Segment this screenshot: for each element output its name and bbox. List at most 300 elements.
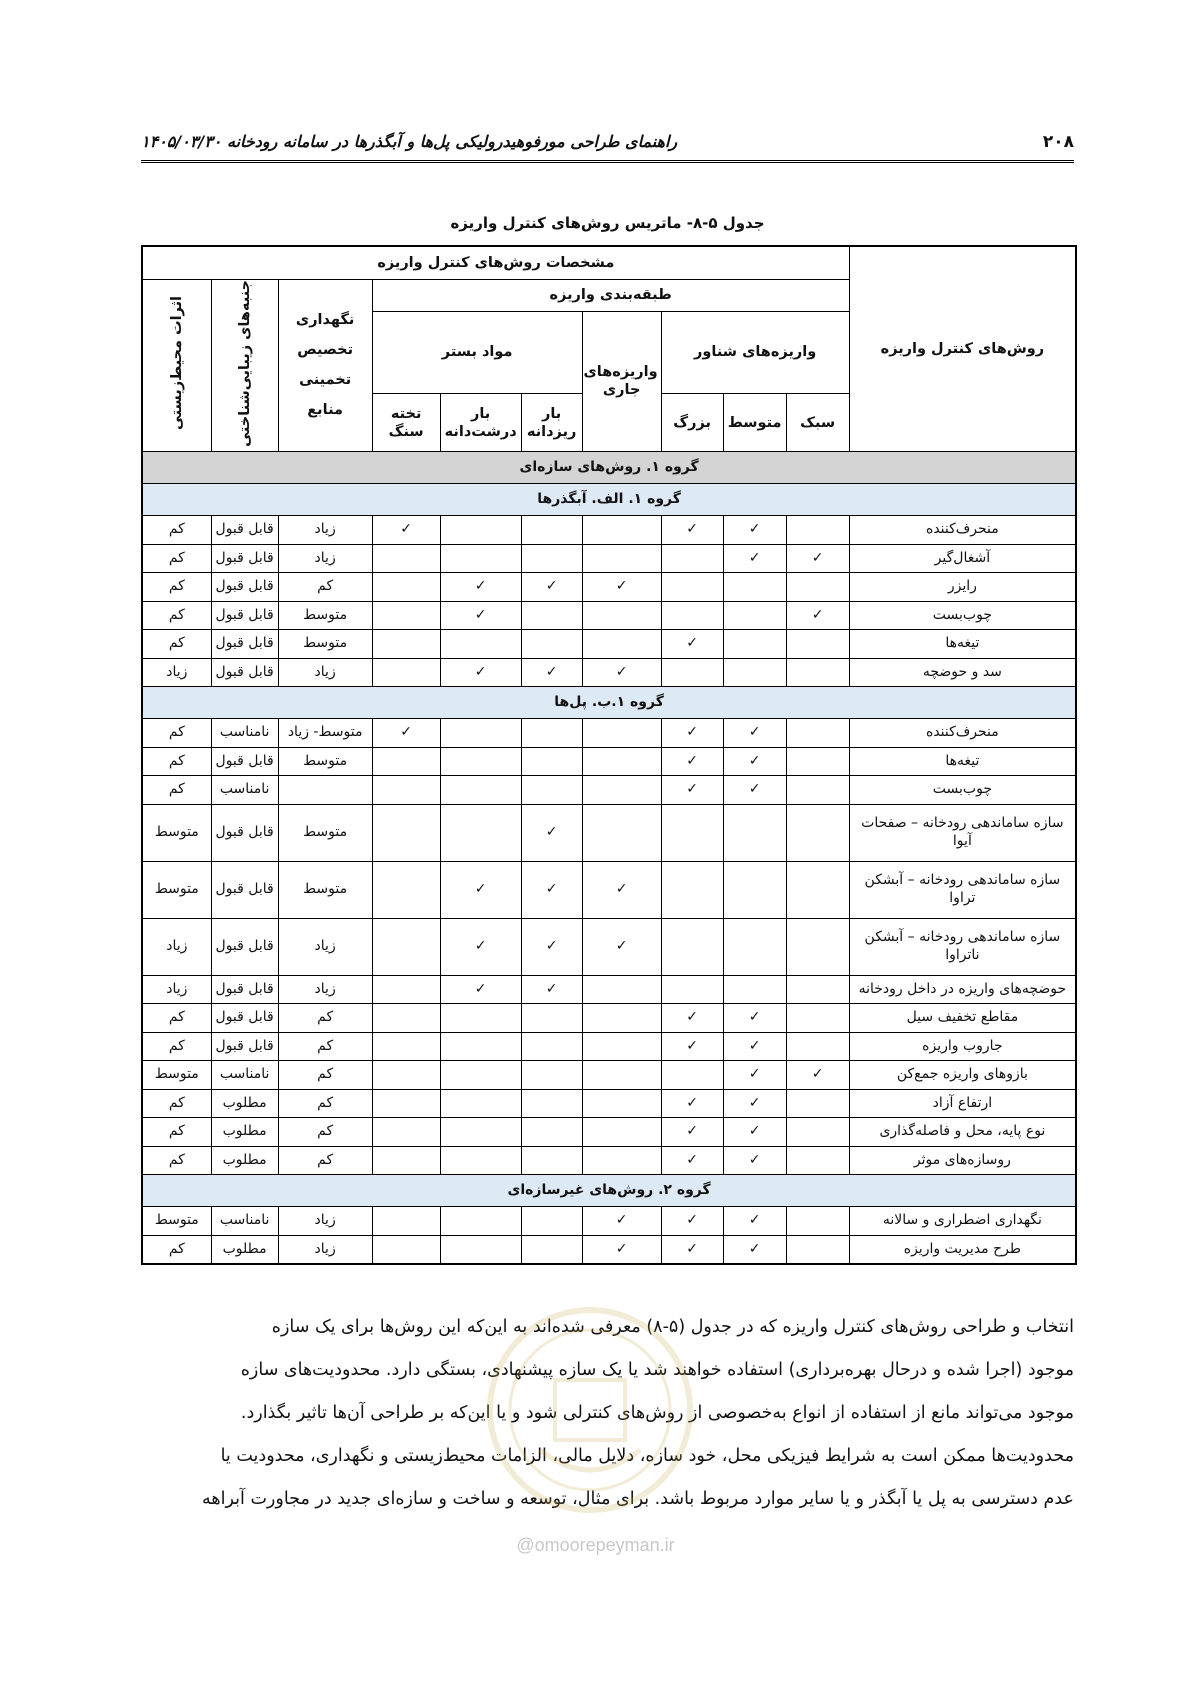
check-cell (661, 861, 723, 918)
check-cell (661, 1207, 723, 1236)
paragraph-line: محدودیت‌ها ممکن است به شرایط فیزیکی محل، خود سازه، دلایل مالی، الزامات محیط‌زیستی و نگهداری، محدودیت یا (220, 1446, 1074, 1466)
table-row (142, 544, 1076, 573)
check-cell (723, 1235, 786, 1264)
check-cell (786, 861, 849, 918)
table-row (142, 747, 1076, 776)
paragraph-line: موجود می‌تواند مانع از استفاده از انواع به‌خصوصی از روش‌های کنترلی شود و یا این‌که بر طراحی آن‌ها تاثیر بگذارد. (240, 1403, 1074, 1423)
check-cell (521, 719, 582, 748)
aesthetics-value: نامناسب (211, 776, 278, 805)
check-cell (440, 1146, 521, 1175)
check-cell (440, 544, 521, 573)
maintenance-value: زیاد (278, 544, 372, 573)
check-cell (372, 1061, 440, 1090)
check-cell (723, 975, 786, 1004)
table-row (142, 719, 1076, 748)
check-mark-icon: ✓ (686, 1212, 698, 1229)
check-mark-icon: ✓ (748, 724, 761, 741)
header-specs: مشخصات روش‌های کنترل واریزه (142, 246, 849, 279)
environment-value: کم (142, 1032, 211, 1061)
check-cell (372, 776, 440, 805)
check-cell (440, 1032, 521, 1061)
check-cell (723, 719, 786, 748)
check-cell (661, 658, 723, 687)
method-name: بازوهای واریزه جمع‌کن (849, 1061, 1076, 1090)
check-cell (521, 747, 582, 776)
header-maintenance-text: نگهداری تخصیص تخمینی منابع (295, 312, 355, 419)
environment-value: کم (142, 601, 211, 630)
check-cell (440, 861, 521, 918)
environment-value: کم (142, 1004, 211, 1033)
check-cell (786, 776, 849, 805)
method-name: چوب‌بست (849, 601, 1076, 630)
method-name: سازه ساماندهی رودخانه – آبشکن تراوا (849, 861, 1076, 918)
check-mark-icon: ✓ (811, 1066, 824, 1083)
table-row (142, 1207, 1076, 1236)
check-cell (372, 1235, 440, 1264)
aesthetics-value: قابل قبول (211, 544, 278, 573)
check-mark-icon: ✓ (811, 549, 824, 566)
check-cell (582, 804, 661, 861)
table-row (142, 573, 1076, 602)
aesthetics-value: نامناسب (211, 1207, 278, 1236)
check-cell (786, 1207, 849, 1236)
check-mark-icon: ✓ (615, 881, 628, 898)
check-cell (440, 1089, 521, 1118)
header-medium: متوسط (723, 394, 786, 452)
check-cell (661, 776, 723, 805)
check-cell (723, 776, 786, 805)
check-mark-icon: ✓ (615, 938, 628, 955)
check-cell (521, 1118, 582, 1147)
header-coarse: بار درشت‌دانه (440, 394, 521, 452)
check-cell (372, 573, 440, 602)
method-name: روسازه‌های موثر (849, 1146, 1076, 1175)
check-cell (521, 1089, 582, 1118)
group-header-row (142, 452, 1076, 484)
check-mark-icon: ✓ (686, 1240, 698, 1257)
check-mark-icon: ✓ (748, 1212, 761, 1229)
check-cell (786, 573, 849, 602)
check-cell (440, 1118, 521, 1147)
method-name: نوع پایه، محل و فاصله‌گذاری (849, 1118, 1076, 1147)
table-row (142, 1089, 1076, 1118)
check-cell (440, 975, 521, 1004)
header-boulder: تخته سنگ (372, 394, 440, 452)
check-cell (582, 544, 661, 573)
header-large: بزرگ (661, 394, 723, 452)
aesthetics-value: قابل قبول (211, 658, 278, 687)
check-cell (521, 630, 582, 659)
check-mark-icon: ✓ (474, 980, 487, 997)
check-mark-icon: ✓ (686, 724, 698, 741)
check-mark-icon: ✓ (474, 881, 487, 898)
check-cell (372, 601, 440, 630)
check-mark-icon: ✓ (686, 1037, 698, 1054)
environment-value: زیاد (142, 658, 211, 687)
environment-value: کم (142, 573, 211, 602)
environment-value: کم (142, 544, 211, 573)
header-environment-text: اثرات محیط‌زیستی (168, 295, 185, 430)
check-cell (786, 1089, 849, 1118)
maintenance-value: متوسط (278, 601, 372, 630)
header-classification: طبقه‌بندی واریزه (372, 279, 849, 311)
check-cell (786, 804, 849, 861)
aesthetics-value: مطلوب (211, 1235, 278, 1264)
method-name: رایزر (849, 573, 1076, 602)
check-cell (440, 1061, 521, 1090)
maintenance-value: کم (278, 1118, 372, 1147)
check-cell (723, 544, 786, 573)
page-header (141, 128, 1074, 163)
check-cell (372, 1207, 440, 1236)
environment-value: کم (142, 776, 211, 805)
check-mark-icon: ✓ (686, 1009, 698, 1026)
environment-value: متوسط (142, 1207, 211, 1236)
environment-value: کم (142, 1089, 211, 1118)
check-cell (661, 544, 723, 573)
check-mark-icon: ✓ (748, 752, 761, 769)
maintenance-value: زیاد (278, 975, 372, 1004)
header-method: روش‌های کنترل واریزه (849, 246, 1076, 452)
check-mark-icon: ✓ (748, 1094, 761, 1111)
maintenance-value: کم (278, 1032, 372, 1061)
check-cell (786, 1118, 849, 1147)
table-row (142, 776, 1076, 805)
check-mark-icon: ✓ (474, 663, 487, 680)
check-cell (372, 719, 440, 748)
check-cell (723, 516, 786, 545)
maintenance-value: زیاد (278, 918, 372, 975)
aesthetics-value: قابل قبول (211, 975, 278, 1004)
check-mark-icon: ✓ (748, 1037, 761, 1054)
table-row (142, 630, 1076, 659)
check-cell (440, 1235, 521, 1264)
check-cell (372, 1089, 440, 1118)
environment-value: متوسط (142, 804, 211, 861)
check-cell (723, 630, 786, 659)
check-cell (661, 1032, 723, 1061)
aesthetics-value: قابل قبول (211, 516, 278, 545)
check-mark-icon: ✓ (748, 781, 761, 798)
header-aesthetics-text: جنبه‌های زیبایی‌شناختی (236, 279, 253, 447)
check-cell (582, 776, 661, 805)
check-cell (582, 1089, 661, 1118)
table-row (142, 861, 1076, 918)
check-cell (661, 918, 723, 975)
maintenance-value: متوسط (278, 861, 372, 918)
check-mark-icon: ✓ (686, 521, 698, 538)
check-cell (723, 1061, 786, 1090)
check-cell (372, 1004, 440, 1033)
check-cell (786, 1146, 849, 1175)
check-mark-icon: ✓ (545, 881, 558, 898)
header-light: سبک (786, 394, 849, 452)
check-cell (723, 861, 786, 918)
check-cell (723, 601, 786, 630)
table-row (142, 804, 1076, 861)
table-row (142, 918, 1076, 975)
table-row (142, 1146, 1076, 1175)
check-cell (661, 804, 723, 861)
check-mark-icon: ✓ (686, 635, 698, 652)
check-cell (661, 630, 723, 659)
check-cell (440, 573, 521, 602)
check-cell (723, 1118, 786, 1147)
paragraph-line: انتخاب و طراحی روش‌های کنترل واریزه که در جدول (۵-۸) معرفی شده‌اند به این‌که این روش‌ها برای یک سازه (271, 1317, 1074, 1337)
method-name: حوضچه‌های واریزه در داخل رودخانه (849, 975, 1076, 1004)
header-current: واریزه‌های جاری (582, 311, 661, 452)
table-row (142, 1118, 1076, 1147)
header-fine: بار ریزدانه (521, 394, 582, 452)
method-name: سد و حوضچه (849, 658, 1076, 687)
environment-value: زیاد (142, 918, 211, 975)
table-row (142, 601, 1076, 630)
environment-value: کم (142, 719, 211, 748)
check-cell (661, 719, 723, 748)
maintenance-value: کم (278, 573, 372, 602)
check-cell (582, 1235, 661, 1264)
aesthetics-value: قابل قبول (211, 601, 278, 630)
aesthetics-value: قابل قبول (211, 1032, 278, 1061)
check-cell (786, 658, 849, 687)
check-cell (521, 658, 582, 687)
running-title: راهنمای طراحی مورفوهیدرولیکی پل‌ها و آبگذرها در سامانه رودخانه ۱۴۰۵/۰۳/۳۰ (141, 132, 678, 151)
check-cell (723, 918, 786, 975)
check-cell (661, 1235, 723, 1264)
environment-value: کم (142, 1118, 211, 1147)
aesthetics-value: قابل قبول (211, 747, 278, 776)
check-cell (786, 975, 849, 1004)
check-cell (521, 544, 582, 573)
check-mark-icon: ✓ (545, 980, 558, 997)
check-cell (723, 1146, 786, 1175)
check-mark-icon: ✓ (748, 1240, 761, 1257)
paragraph-line: عدم دسترسی به پل یا آبگذر و یا سایر موارد مربوط باشد. برای مثال، توسعه و ساخت و سازه‌ای جدید در مجاورت آبراهه (202, 1489, 1074, 1509)
aesthetics-value: مطلوب (211, 1146, 278, 1175)
table-row (142, 1032, 1076, 1061)
header-bed: مواد بستر (372, 311, 582, 394)
check-cell (521, 1207, 582, 1236)
check-cell (582, 658, 661, 687)
method-name: طرح مدیریت واریزه (849, 1235, 1076, 1264)
check-cell (661, 516, 723, 545)
check-cell (661, 601, 723, 630)
check-cell (582, 630, 661, 659)
check-cell (521, 776, 582, 805)
check-mark-icon: ✓ (748, 1123, 761, 1140)
maintenance-value: متوسط (278, 630, 372, 659)
method-name: ارتفاع آزاد (849, 1089, 1076, 1118)
table-row (142, 1004, 1076, 1033)
check-cell (723, 1207, 786, 1236)
maintenance-value: کم (278, 1146, 372, 1175)
check-cell (582, 1146, 661, 1175)
environment-value: کم (142, 747, 211, 776)
environment-value: متوسط (142, 861, 211, 918)
check-cell (521, 601, 582, 630)
check-cell (440, 747, 521, 776)
check-cell (582, 1118, 661, 1147)
check-cell (661, 573, 723, 602)
table-row (142, 516, 1076, 545)
check-cell (582, 573, 661, 602)
page-number: ۲۰۸ (1042, 132, 1074, 152)
check-mark-icon: ✓ (748, 1066, 761, 1083)
check-mark-icon: ✓ (474, 938, 487, 955)
check-cell (440, 658, 521, 687)
check-cell (786, 747, 849, 776)
check-cell (372, 516, 440, 545)
check-cell (521, 573, 582, 602)
check-mark-icon: ✓ (615, 1212, 628, 1229)
check-cell (661, 1061, 723, 1090)
check-cell (661, 1146, 723, 1175)
maintenance-value: کم (278, 1004, 372, 1033)
check-mark-icon: ✓ (686, 752, 698, 769)
environment-value: کم (142, 1146, 211, 1175)
check-cell (786, 1004, 849, 1033)
check-mark-icon: ✓ (615, 663, 628, 680)
method-name: منحرف‌کننده (849, 516, 1076, 545)
check-cell (582, 1004, 661, 1033)
check-mark-icon: ✓ (748, 521, 761, 538)
aesthetics-value: قابل قبول (211, 804, 278, 861)
header-floating: واریزه‌های شناور (661, 311, 849, 394)
header-environment (142, 279, 211, 452)
check-cell (582, 1032, 661, 1061)
check-cell (786, 630, 849, 659)
maintenance-value: زیاد (278, 1207, 372, 1236)
check-cell (440, 516, 521, 545)
check-cell (521, 1032, 582, 1061)
check-cell (582, 747, 661, 776)
group-title: گروه ۱.ب. پل‌ها (142, 687, 1076, 719)
group-title: گروه ۲. روش‌های غیرسازه‌ای (142, 1175, 1076, 1207)
check-cell (521, 861, 582, 918)
check-cell (786, 719, 849, 748)
check-cell (372, 1032, 440, 1061)
check-cell (786, 516, 849, 545)
check-cell (521, 1146, 582, 1175)
check-cell (372, 544, 440, 573)
check-cell (661, 975, 723, 1004)
maintenance-value: کم (278, 1061, 372, 1090)
check-cell (372, 1118, 440, 1147)
check-mark-icon: ✓ (686, 1151, 698, 1168)
check-cell (372, 1146, 440, 1175)
aesthetics-value: قابل قبول (211, 1004, 278, 1033)
aesthetics-value: قابل قبول (211, 630, 278, 659)
method-name: تیغه‌ها (849, 747, 1076, 776)
environment-value: متوسط (142, 1061, 211, 1090)
check-cell (521, 975, 582, 1004)
body-paragraph (141, 1306, 1074, 1521)
check-cell (582, 516, 661, 545)
aesthetics-value: مطلوب (211, 1118, 278, 1147)
aesthetics-value: قابل قبول (211, 861, 278, 918)
table-caption: جدول ۵-۸- ماتریس روش‌های کنترل واریزه (450, 214, 765, 232)
check-cell (786, 1032, 849, 1061)
environment-value: زیاد (142, 975, 211, 1004)
check-cell (723, 747, 786, 776)
group-title: گروه ۱. روش‌های سازه‌ای (142, 452, 1076, 484)
check-cell (521, 918, 582, 975)
table-row (142, 658, 1076, 687)
method-name: سازه ساماندهی رودخانه – صفحات آیوا (849, 804, 1076, 861)
check-mark-icon: ✓ (811, 606, 824, 623)
method-name: جاروب واریزه (849, 1032, 1076, 1061)
check-cell (372, 747, 440, 776)
aesthetics-value: نامناسب (211, 1061, 278, 1090)
check-mark-icon: ✓ (748, 549, 761, 566)
check-mark-icon: ✓ (748, 1009, 761, 1026)
check-mark-icon: ✓ (474, 578, 487, 595)
check-cell (440, 1207, 521, 1236)
paragraph-line: موجود (اجرا شده و درحال بهره‌برداری) استفاده خواهند شد یا یک سازه پیشنهادی، بستگی دارد. محدودیت‌های سازه (240, 1360, 1074, 1380)
check-mark-icon: ✓ (545, 938, 558, 955)
maintenance-value: زیاد (278, 1235, 372, 1264)
maintenance-value (278, 776, 372, 805)
check-cell (440, 1004, 521, 1033)
header-aesthetics (211, 279, 278, 452)
check-cell (521, 1061, 582, 1090)
check-mark-icon: ✓ (545, 824, 558, 841)
check-cell (723, 1004, 786, 1033)
check-cell (440, 804, 521, 861)
check-cell (521, 1235, 582, 1264)
check-cell (723, 658, 786, 687)
method-name: تیغه‌ها (849, 630, 1076, 659)
check-mark-icon: ✓ (400, 724, 412, 741)
group-header-row (142, 484, 1076, 516)
check-cell (661, 1004, 723, 1033)
check-cell (372, 861, 440, 918)
check-mark-icon: ✓ (615, 578, 628, 595)
check-cell (661, 1118, 723, 1147)
check-cell (440, 601, 521, 630)
check-cell (661, 1089, 723, 1118)
maintenance-value: زیاد (278, 516, 372, 545)
method-name: نگهداری اضطراری و سالانه (849, 1207, 1076, 1236)
check-cell (723, 573, 786, 602)
table-row (142, 1235, 1076, 1264)
check-cell (372, 918, 440, 975)
check-cell (723, 804, 786, 861)
check-cell (440, 918, 521, 975)
check-cell (582, 719, 661, 748)
maintenance-value: زیاد (278, 658, 372, 687)
method-name: سازه ساماندهی رودخانه – آبشکن ناتراوا (849, 918, 1076, 975)
check-cell (372, 658, 440, 687)
check-cell (372, 804, 440, 861)
aesthetics-value: مطلوب (211, 1089, 278, 1118)
group-header-row (142, 1175, 1076, 1207)
check-mark-icon: ✓ (686, 781, 698, 798)
check-cell (521, 516, 582, 545)
check-cell (582, 1207, 661, 1236)
check-cell (786, 1061, 849, 1090)
table-row (142, 975, 1076, 1004)
check-cell (582, 861, 661, 918)
method-name: چوب‌بست (849, 776, 1076, 805)
check-cell (786, 918, 849, 975)
maintenance-value: کم (278, 1089, 372, 1118)
check-mark-icon: ✓ (474, 606, 487, 623)
check-cell (582, 1061, 661, 1090)
matrix-body (142, 452, 1076, 1264)
debris-control-matrix (141, 245, 1077, 1265)
check-mark-icon: ✓ (545, 578, 558, 595)
